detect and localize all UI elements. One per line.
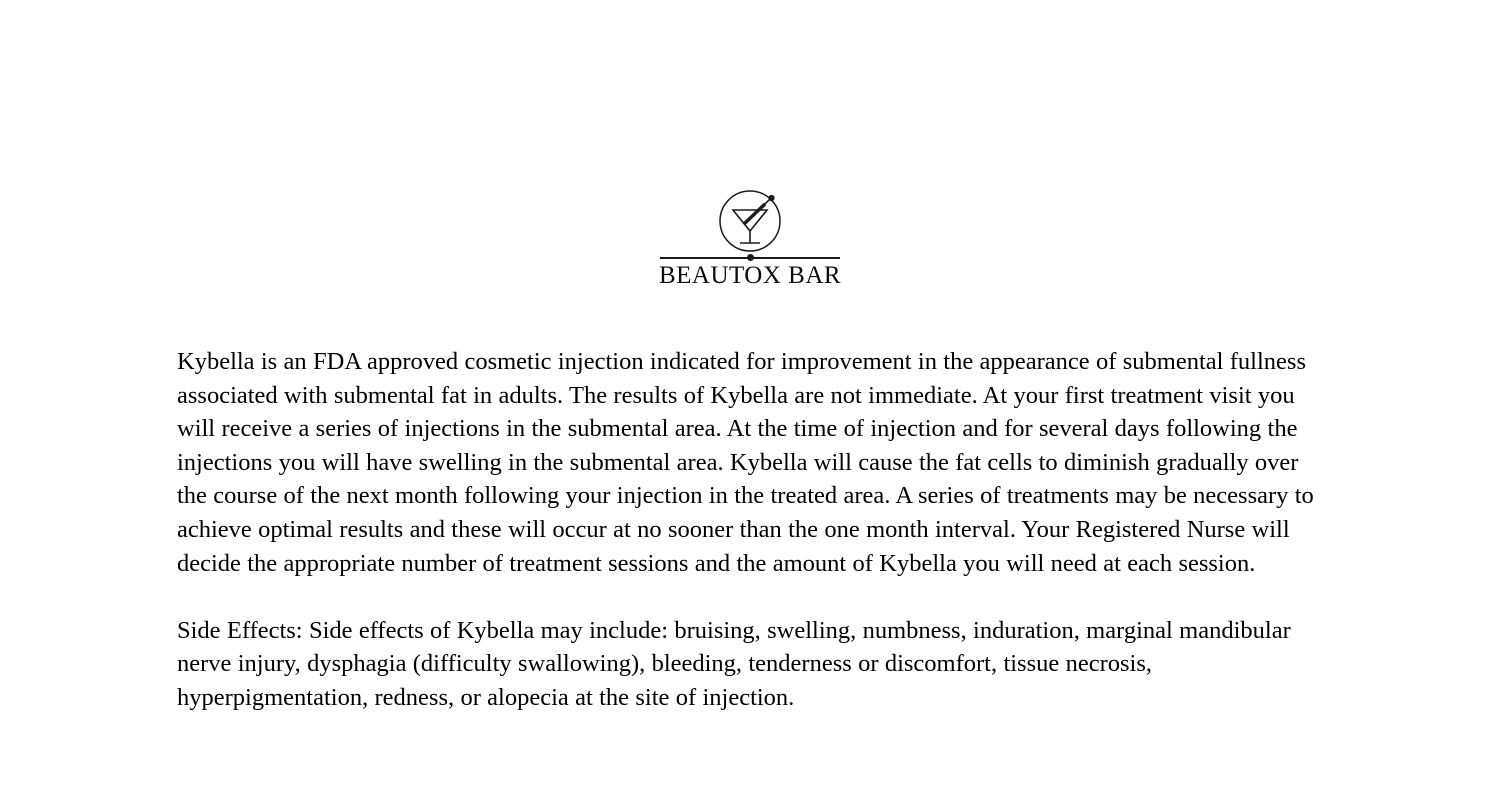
- martini-glass-with-syringe-icon: [715, 190, 785, 252]
- brand-wordmark: BEAUTOX BAR: [658, 262, 842, 289]
- letterhead: [0, 190, 1500, 289]
- divider-dot-icon: [747, 254, 754, 261]
- wordmark-block: [660, 253, 840, 289]
- paragraph-side-effects: Side Effects: Side effects of Kybella may include: bruising, swelling, numbness, induration, marginal mandibular nerve injury, dysphagia (difficulty swallowing), bleeding, tenderness or discomfort, tissue necrosis, hyperpigmentation, redness, or alopecia at the site of injection.: [177, 616, 1291, 711]
- wordmark-divider: [660, 253, 840, 262]
- paragraph-kybella-overview: Kybella is an FDA approved cosmetic injection indicated for improvement in the appearance of submental fullness associated with submental fat in adults. The results of Kybella are not immediate. At your first treatment visit you will receive a series of injections in the submental area. At the time of injection and for several days following the injections you will have swelling in the submental area. Kybella will cause the fat cells to diminish gradually over the course of the next month following your injection in the treated area. A series of treatments may be necessary to achieve optimal results and these will occur at no sooner than the one month interval. Your Registered Nurse will decide the appropriate number of treatment sessions and the amount of Kybella you will need at each session.: [177, 348, 1314, 577]
- document-body: [177, 345, 1327, 715]
